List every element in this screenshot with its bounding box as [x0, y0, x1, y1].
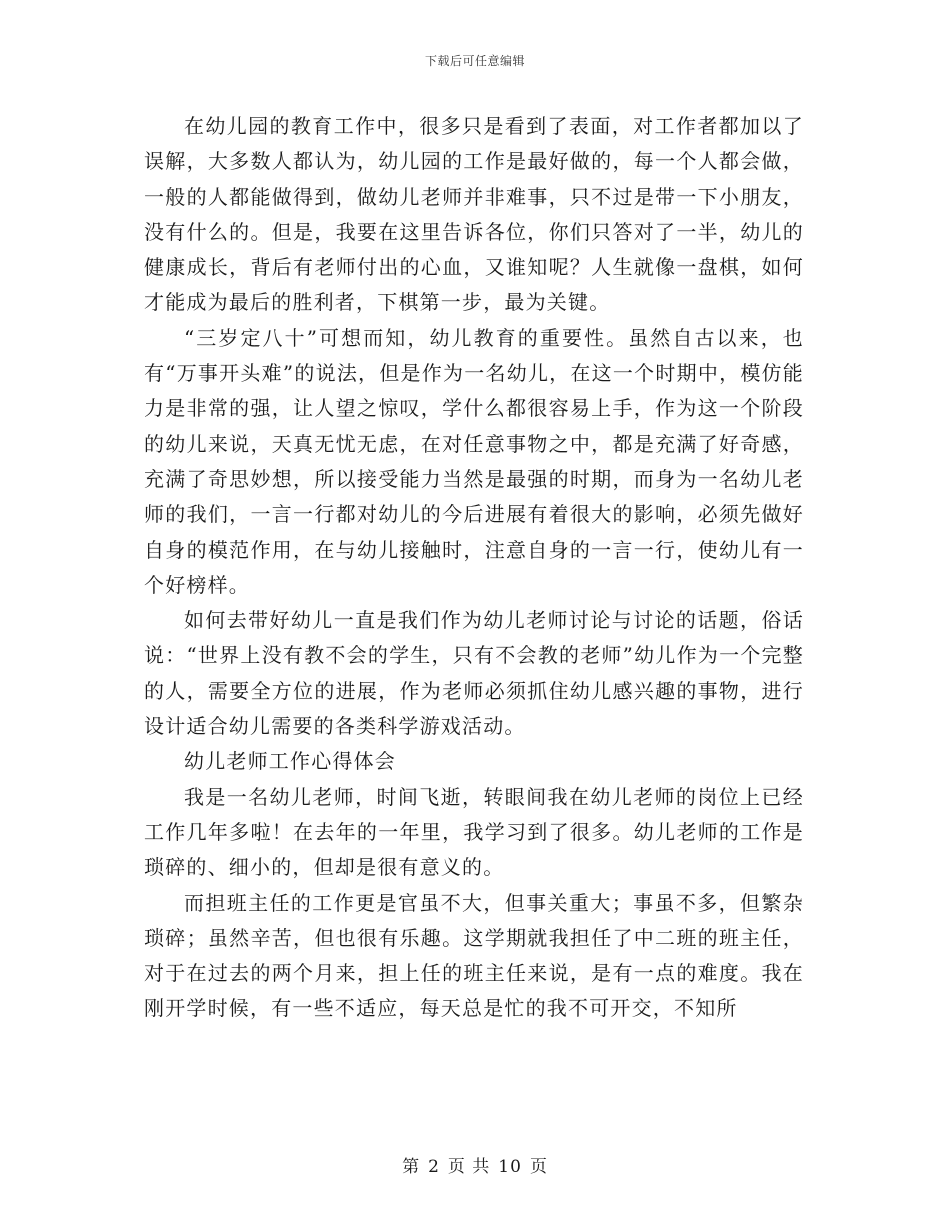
footer-middle: 页 共 — [447, 1157, 491, 1177]
body-paragraph-1: 在幼儿园的教育工作中，很多只是看到了表面，对工作者都加以了误解，大多数人都认为，幼儿园的工作是最好做的，每一个人都会做，一般的人都能做得到，做幼儿老师并非难事，只不过是带一下小朋友，没有什么的。但是，我要在这里告诉各位，你们只答对了一半，幼儿的健康成长，背后有老师付出的心血，又谁知呢？人生就像一盘棋，如何才能成为最后的胜利者，下棋第一步，最为关键。 — [144, 114, 804, 315]
body-paragraph-5: 而担班主任的工作更是官虽不大，但事关重大；事虽不多，但繁杂琐碎；虽然辛苦，但也很有乐趣。这学期就我担任了中二班的班主任，对于在过去的两个月来，担上任的班主任来说，是有一点的难度。我在刚开学时候，有一些不适应，每天总是忙的我不可开交，不知所 — [144, 890, 804, 1021]
body-paragraph-4: 我是一名幼儿老师，时间飞逝，转眼间我在幼儿老师的岗位上已经工作几年多啦！在去年的一年里，我学习到了很多。幼儿老师的工作是琐碎的、细小的，但却是很有意义的。 — [144, 784, 804, 880]
footer-prefix: 第 — [402, 1157, 421, 1177]
document-body — [144, 109, 804, 1027]
section-subheading: 幼儿老师工作心得体会 — [184, 749, 396, 774]
footer-suffix: 页 — [529, 1157, 548, 1177]
total-pages-number: 10 — [498, 1157, 522, 1177]
body-paragraph-3: 如何去带好幼儿一直是我们作为幼儿老师讨论与讨论的话题，俗话说：“世界上没有教不会的学生，只有不会教的老师”幼儿作为一个完整的人，需要全方位的进展，作为老师必须抓住幼儿感兴趣的事物，进行设计适合幼儿需要的各类科学游戏活动。 — [144, 608, 804, 739]
current-page-number: 2 — [428, 1157, 440, 1177]
page-header: 下载后可任意编辑 — [424, 54, 525, 68]
page-footer — [0, 1152, 950, 1177]
body-paragraph-2: “三岁定八十”可想而知，幼儿教育的重要性。虽然自古以来，也有“万事开头难”的说法，但是作为一名幼儿，在这一个时期中，模仿能力是非常的强，让人望之惊叹，学什么都很容易上手，作为这一个阶段的幼儿来说，天真无忧无虑，在对任意事物之中，都是充满了好奇感，充满了奇思妙想，所以接受能力当然是最强的时期，而身为一名幼儿老师的我们，一言一行都对幼儿的今后进展有着很大的影响，必须先做好自身的模范作用，在与幼儿接触时，注意自身的一言一行，使幼儿有一个好榜样。 — [144, 325, 804, 597]
